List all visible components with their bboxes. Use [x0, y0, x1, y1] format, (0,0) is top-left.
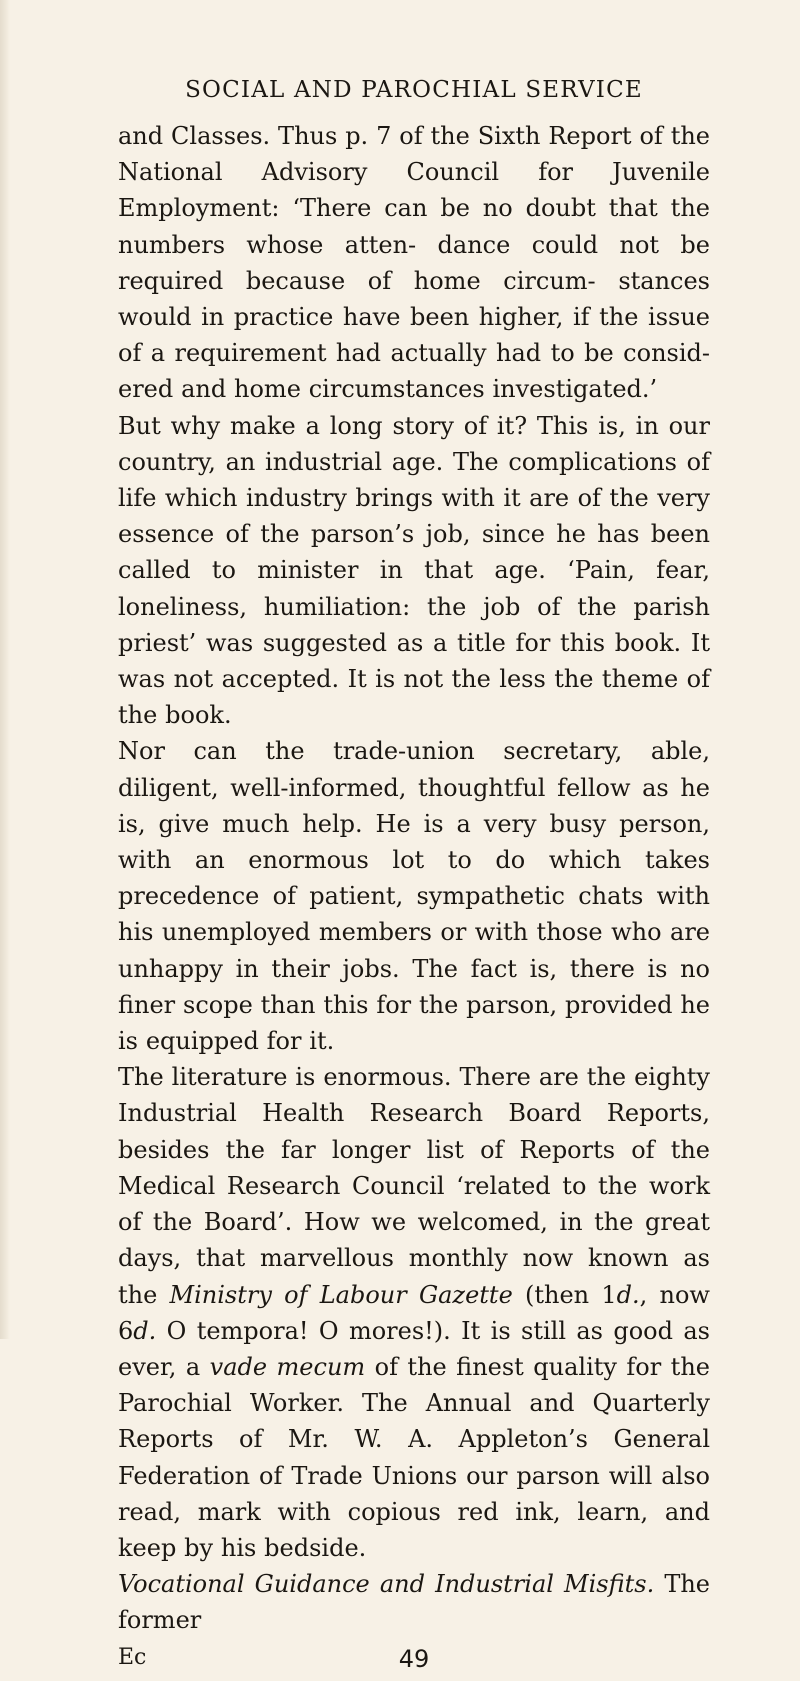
page-number: 49	[398, 1644, 430, 1673]
text-line: of the parson’s job, since he has been called to minister	[118, 520, 710, 585]
text-line: of the book.	[118, 665, 710, 730]
page-spine-shadow	[0, 0, 10, 1339]
paragraph	[118, 1059, 710, 1566]
text-run: The former	[118, 1570, 711, 1635]
text-line: country, an industrial age. The complications of life	[118, 447, 710, 513]
text-line: book. It was not accepted. It is not the less the theme	[118, 628, 710, 694]
text-line: in that age. ‘Pain, fear, loneliness, humiliation: the	[118, 556, 710, 621]
text-line: chats with his unemployed members or with those who	[118, 882, 710, 947]
book-page	[118, 72, 710, 1681]
signature-mark: Ec	[118, 1644, 147, 1670]
italic-text: d.	[616, 1280, 640, 1309]
text-line: well-informed, thoughtful fellow as he is, give much	[118, 773, 710, 838]
text-line: But why make a long story of it? This is, in our	[118, 411, 710, 440]
paragraph	[118, 733, 710, 1059]
italic-text: vade mecum	[209, 1352, 366, 1381]
text-line: lot to do which takes precedence of patient, sympathetic	[118, 846, 710, 911]
italic-text: Ministry of Labour Gazette	[169, 1280, 513, 1309]
italic-text: d.	[133, 1316, 157, 1345]
text-line: job of the parish priest’ was suggested as a title for this	[118, 592, 710, 657]
page-footer	[118, 1641, 710, 1681]
text-line: help. He is a very busy person, with an enormous	[118, 809, 710, 875]
paragraph	[118, 118, 710, 408]
text-line: issue of a requirement had actually had to be consid-	[118, 303, 710, 368]
text-run: , now 6	[118, 1280, 710, 1345]
paragraph	[118, 1566, 710, 1638]
text-line: ‘There can be no doubt that the numbers whose atten-	[118, 194, 710, 259]
body-text	[118, 118, 710, 1639]
text-line: Nor can the trade-union secretary, able, diligent,	[118, 737, 710, 802]
text-line: dance could not be required because of home circum-	[118, 230, 710, 295]
text-run: O tempora! O mores!). It is still as good as ever, a	[118, 1316, 710, 1381]
italic-text: Vocational Guidance and Industrial Misfits.	[118, 1570, 655, 1599]
text-line: stances would in practice have been higher, if the	[118, 266, 710, 332]
text-line: National Advisory Council for Juvenile Employment:	[118, 158, 710, 223]
text-line: ered and home circumstances investigated.’	[118, 375, 658, 404]
text-run: of the finest quality for the Parochial Worker. The Annual and Quarterly Reports of Mr. W. A. Appleton’s General Federation of Trade Unions our parson will also read, mark with copious red ink, learn, and keep by his bedside.	[118, 1352, 710, 1562]
text-line: which industry brings with it are of the very essence	[118, 484, 710, 549]
text-line: are unhappy in their jobs. The fact is, there is no finer	[118, 918, 710, 1019]
text-line: for it.	[266, 1027, 335, 1056]
text-line: and Classes. Thus p. 7 of the Sixth Report of the	[118, 122, 710, 150]
text-run: The literature is enormous. There are the eighty Industrial Health Research Board Reports, besides the far longer list of Reports of the Medical Research Council ‘related to the work of the Board’. How we welcomed, in the great days, that marvellous monthly now known as the	[118, 1063, 710, 1309]
text-run: (then 1	[512, 1280, 617, 1309]
paragraph	[118, 408, 710, 734]
text-line: scope than this for the parson, provided he is equipped	[118, 990, 710, 1056]
running-head: SOCIAL AND PAROCHIAL SERVICE	[185, 77, 643, 103]
